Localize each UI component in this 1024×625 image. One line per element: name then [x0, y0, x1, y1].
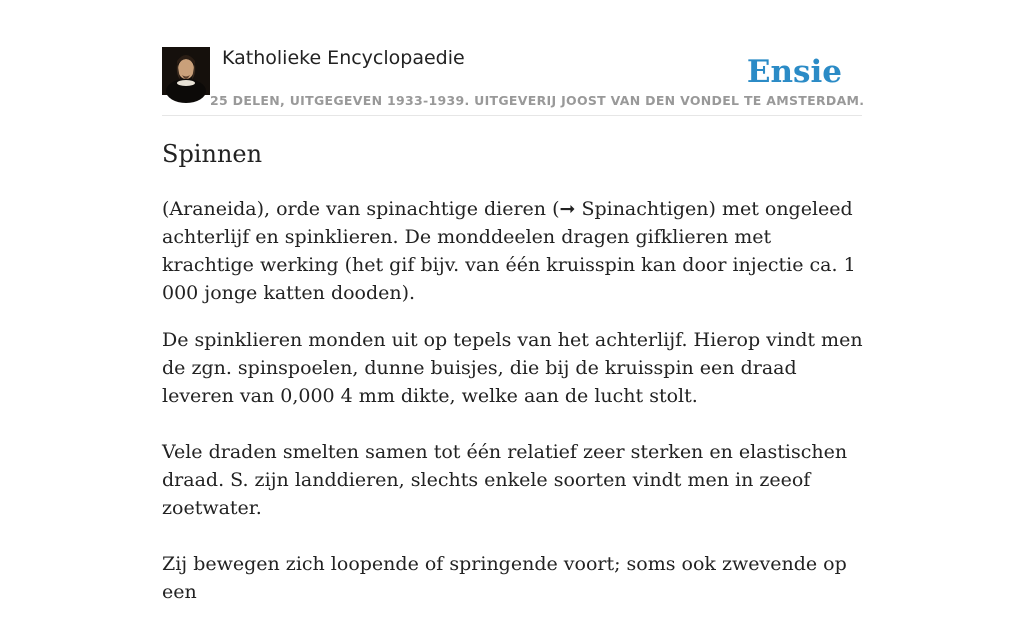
source-header — [162, 46, 865, 116]
article-title: Spinnen — [162, 140, 263, 168]
article-paragraph: Vele draden smelten samen tot één relatief zeer sterken en elastischen draad. S. zijn landdieren, slechts enkele soorten vindt men in zeeof zoetwater. — [162, 441, 848, 519]
source-title[interactable]: Katholieke Encyclopaedie — [222, 47, 465, 69]
brand-logo[interactable]: Ensie — [746, 54, 842, 90]
paragraph-spacer — [162, 522, 867, 550]
portrait-icon[interactable] — [162, 47, 210, 95]
article — [162, 136, 867, 625]
article-paragraph: Zij bewegen zich loopende of springende voort; soms ook zwevende op een — [162, 553, 847, 603]
paragraph-spacer — [162, 410, 867, 438]
source-meta: 25 DELEN, UITGEGEVEN 1933-1939. UITGEVERIJ JOOST VAN DEN VONDEL TE AMSTERDAM. — [210, 93, 865, 108]
article-paragraph: De spinklieren monden uit op tepels van het achterlijf. Hierop vindt men de zgn. spinspoelen, dunne buisjes, die bij de kruisspin een draad leveren van 0,000 4 mm dikte, welke aan de lucht stolt. — [162, 329, 863, 407]
article-paragraph: (Araneida), orde van spinachtige dieren (➞ Spinachtigen) met ongeleed achterlijf en spinklieren. De monddeelen dragen gifklieren met krachtige werking (het gif bijv. van één kruisspin kan door injectie ca. 1 000 jonge katten dooden). — [162, 198, 856, 304]
